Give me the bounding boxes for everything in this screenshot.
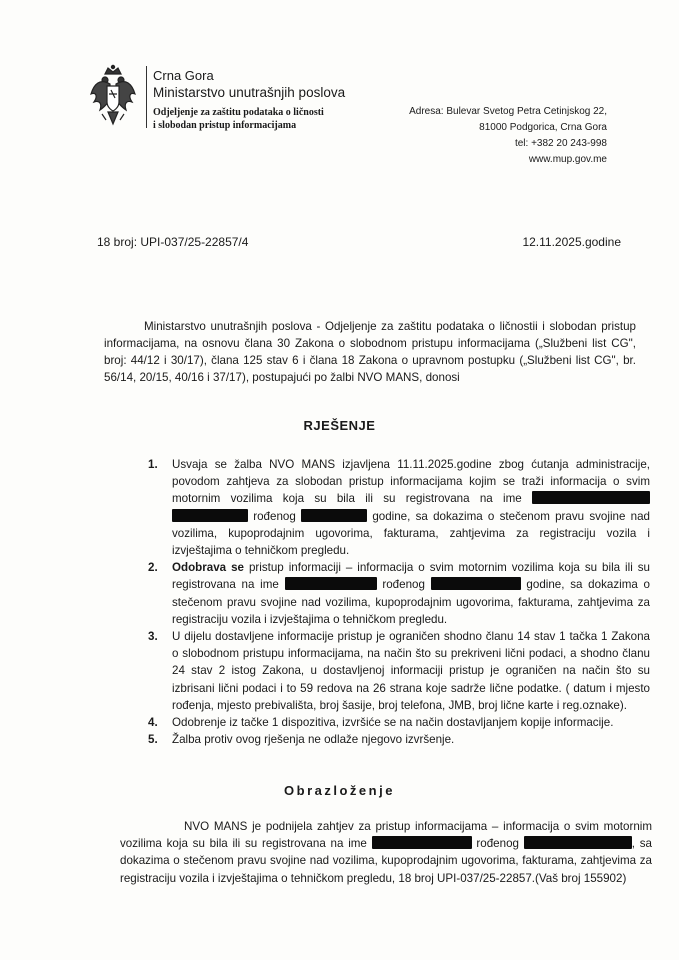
reasoning-text: , sa dokazima o stečenom pravu svojine nad vozilima, kupoprodajnim ugovorima, fakturama, zahtjevima za registraciju vozila i izvještajima o tehničkom pregledu, 18 broj UPI-037/25-22857.(Vaš broj 155902): [120, 837, 652, 885]
item-number: 3.: [148, 630, 158, 644]
department-name: [153, 106, 324, 132]
decision-title: RJEŠENJE: [303, 418, 376, 433]
redaction-block: [372, 836, 472, 849]
department-line-1: Odjeljenje za zaštitu podataka o ličnosti: [153, 107, 324, 118]
item-number: 4.: [148, 716, 158, 730]
ministry-name: Ministarstvo unutrašnjih poslova: [153, 85, 346, 100]
reasoning-text: NVO MANS je podnijela zahtjev za pristup informacijama – informacija o svim motornim vozilima koja su bila ili su registrovana na ime: [120, 820, 652, 851]
item-number: 1.: [148, 458, 158, 471]
reference-number: 18 broj: UPI-037/25-22857/4: [97, 235, 249, 249]
redaction-block: [301, 509, 367, 522]
decision-item-4: [148, 714, 650, 731]
decision-item-2: [148, 559, 650, 628]
item-text: rođenog: [382, 578, 425, 592]
decision-item-1: [148, 456, 650, 559]
decision-item-5: [148, 731, 650, 748]
country-name: Crna Gora: [153, 68, 214, 83]
decision-item-3: [148, 628, 650, 714]
item-text: godine, sa dokazima o stečenom pravu svojine nad vozilima, kupoprodajnim ugovorima, fakturama, zahtjevima za registraciju vozila i izvještajima o tehničkom pregledu.: [172, 578, 650, 626]
address-website: www.mup.gov.me: [528, 154, 607, 165]
address-line-2: 81000 Podgorica, Crna Gora: [479, 122, 607, 133]
item-text: Usvaja se žalba NVO MANS izjavljena 11.11.2025.godine zbog ćutanja administracije, povodom zahtjeva za slobodan pristup informacijama kojim se traži informacija o svim motornim vozilima koja su bila ili su registrovana na ime: [172, 458, 650, 506]
redaction-block: [524, 836, 632, 849]
intro-paragraph: Ministarstvo unutrašnjih poslova - Odjeljenje za zaštitu podataka o ličnostii i slobodan pristup informacijama, na osnovu člana 30 Zakona o slobodnom pristupu informacijama („Službeni list CG", broj: 44/12 i 30/17), člana 125 stav 6 i člana 18 Zakona o upravnom postupku („Službeni list CG", br. 56/14, 20/15, 40/16 i 37/17), postupajući po žalbi NVO MANS, donosi: [104, 320, 636, 384]
redaction-block: [172, 509, 248, 522]
item-number: 5.: [148, 733, 158, 747]
reasoning-paragraph: [120, 818, 652, 887]
header-divider: [146, 66, 147, 128]
department-line-2: i slobodan pristup informacijama: [153, 120, 297, 131]
montenegro-coat-of-arms-icon: [88, 64, 138, 128]
item-bold-text: Odobrava se: [172, 561, 244, 575]
item-text: godine, sa dokazima o stečenom pravu svojine nad vozilima, kupoprodajnim ugovorima, fakturama, zahtjevima za registraciju vozila i izvještajima o tehničkom pregledu.: [172, 509, 651, 558]
reasoning-title: Obrazloženje: [284, 783, 395, 798]
address-phone: tel: +382 20 243-998: [514, 138, 607, 149]
item-text: Žalba protiv ovog rješenja ne odlaže njegovo izvršenje.: [172, 733, 455, 747]
item-text: rođenog: [253, 509, 296, 523]
redaction-block: [285, 577, 377, 590]
decision-items: [148, 456, 650, 748]
reasoning-text: rođenog: [476, 837, 519, 851]
item-text: pristup informaciji – informacija o svim motornim vozilima koja su bila ili su registrovana na ime: [172, 561, 650, 592]
address-line-1: Adresa: Bulevar Svetog Petra Cetinjskog 22,: [409, 106, 607, 117]
item-text: U dijelu dostavljene informacije pristup je ograničen shodno članu 14 stav 1 tačka 1 Zakona o slobodnom pristupu informacijama, na način što su prekriveni lični podaci, a shodno članu 24 stav 2 istog Zakona, u dostavljenoj informaciji pristup je ograničen na način što su izbrisani lični podaci i to 59 redova na 26 strana koje sadrže lične podatke. ( datum i mjesto rođenja, mjesto prebivališta, broj šasije, broj telefona, JMB, broj lične karte i reg.oznake).: [172, 630, 650, 712]
item-text: Odobrenje iz tačke 1 dispozitiva, izvršiće se na način dostavljanjem kopije informacije.: [172, 716, 614, 730]
redaction-block: [532, 491, 650, 504]
item-number: 2.: [148, 561, 158, 575]
document-date: 12.11.2025.godine: [522, 235, 621, 249]
redaction-block: [431, 577, 521, 590]
address-block: [409, 104, 607, 168]
